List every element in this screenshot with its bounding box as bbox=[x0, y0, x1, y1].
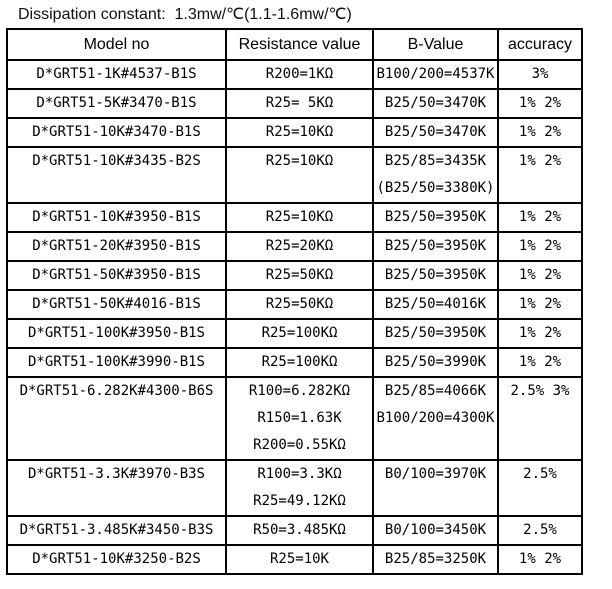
accuracy-cell-line: 1% 2% bbox=[518, 551, 562, 567]
b-value-cell bbox=[373, 261, 498, 290]
page bbox=[0, 4, 612, 589]
model-cell bbox=[7, 460, 226, 516]
b-value-cell-line: B25/50=3950K bbox=[384, 238, 487, 254]
resistance-cell-line: R25=50KΩ bbox=[265, 296, 334, 312]
model-cell bbox=[7, 516, 226, 545]
model-cell-line: D*GRT51-5K#3470-B1S bbox=[36, 95, 197, 111]
b-value-cell-line: B100/200=4300K bbox=[376, 410, 495, 426]
b-value-cell bbox=[373, 203, 498, 232]
model-cell-line: D*GRT51-100K#3990-B1S bbox=[27, 354, 205, 370]
accuracy-cell bbox=[498, 232, 582, 261]
table-row bbox=[7, 261, 582, 290]
resistance-cell-line: R25=10K bbox=[269, 551, 329, 567]
table-row bbox=[7, 232, 582, 261]
accuracy-cell-line: 2.5% bbox=[523, 466, 557, 482]
accuracy-cell-line: 3% bbox=[531, 66, 549, 82]
b-value-cell bbox=[373, 545, 498, 574]
resistance-cell-line: R100=3.3KΩ bbox=[257, 466, 342, 482]
resistance-cell bbox=[226, 118, 373, 147]
resistance-cell-line: R25=49.12KΩ bbox=[253, 493, 346, 509]
resistance-cell bbox=[226, 516, 373, 545]
resistance-cell-line: R25=50KΩ bbox=[265, 267, 334, 283]
accuracy-cell-line: 1% 2% bbox=[518, 95, 562, 111]
resistance-cell-line: R25=10KΩ bbox=[265, 124, 334, 140]
resistance-cell-line: R25=100KΩ bbox=[261, 354, 338, 370]
table-row bbox=[7, 60, 582, 89]
model-cell bbox=[7, 319, 226, 348]
accuracy-cell bbox=[498, 89, 582, 118]
b-value-cell-line: B25/85=3435K bbox=[384, 153, 487, 169]
model-cell bbox=[7, 147, 226, 203]
b-value-cell bbox=[373, 60, 498, 89]
model-cell-line: D*GRT51-50K#4016-B1S bbox=[32, 296, 201, 312]
table-row bbox=[7, 203, 582, 232]
accuracy-cell-line: 1% 2% bbox=[518, 296, 562, 312]
model-cell-line: D*GRT51-50K#3950-B1S bbox=[32, 267, 201, 283]
resistance-cell bbox=[226, 290, 373, 319]
resistance-cell bbox=[226, 147, 373, 203]
resistance-cell-line: R25=10KΩ bbox=[265, 153, 334, 169]
accuracy-cell bbox=[498, 460, 582, 516]
accuracy-cell-line: 1% 2% bbox=[518, 238, 562, 254]
b-value-cell-line: B25/50=3950K bbox=[384, 325, 487, 341]
b-value-cell bbox=[373, 348, 498, 377]
resistance-cell-line: R25=20KΩ bbox=[265, 238, 334, 254]
table-row bbox=[7, 319, 582, 348]
model-cell bbox=[7, 232, 226, 261]
thermistor-spec-table bbox=[6, 28, 583, 575]
model-cell-line: D*GRT51-20K#3950-B1S bbox=[32, 238, 201, 254]
accuracy-cell-line: 1% 2% bbox=[518, 325, 562, 341]
b-value-cell bbox=[373, 319, 498, 348]
resistance-cell bbox=[226, 377, 373, 460]
b-value-cell bbox=[373, 147, 498, 203]
b-value-cell-line: B25/85=4066K bbox=[384, 383, 487, 399]
accuracy-cell bbox=[498, 290, 582, 319]
accuracy-cell-line: 2.5% bbox=[523, 522, 557, 538]
accuracy-cell-line: 1% 2% bbox=[518, 124, 562, 140]
b-value-cell-line: B100/200=4537K bbox=[376, 66, 495, 82]
model-cell-line: D*GRT51-10K#3435-B2S bbox=[32, 153, 201, 169]
table-row bbox=[7, 516, 582, 545]
b-value-cell bbox=[373, 516, 498, 545]
b-value-cell-line: B25/85=3250K bbox=[384, 551, 487, 567]
resistance-cell-line: R50=3.485KΩ bbox=[253, 522, 346, 538]
b-value-cell-line: B25/50=4016K bbox=[384, 296, 487, 312]
b-value-cell bbox=[373, 460, 498, 516]
model-cell bbox=[7, 348, 226, 377]
resistance-cell bbox=[226, 460, 373, 516]
table-row bbox=[7, 147, 582, 203]
model-cell bbox=[7, 118, 226, 147]
accuracy-cell-line: 1% 2% bbox=[518, 354, 562, 370]
model-cell bbox=[7, 261, 226, 290]
b-value-cell-line: B0/100=3970K bbox=[384, 466, 487, 482]
resistance-cell bbox=[226, 89, 373, 118]
b-value-cell-line: (B25/50=3380K) bbox=[376, 180, 495, 196]
model-cell bbox=[7, 377, 226, 460]
table-row bbox=[7, 89, 582, 118]
table-body bbox=[7, 60, 582, 574]
accuracy-cell bbox=[498, 348, 582, 377]
model-cell-line: D*GRT51-3.485K#3450-B3S bbox=[19, 522, 214, 538]
resistance-cell bbox=[226, 545, 373, 574]
accuracy-cell-line: 1% 2% bbox=[518, 209, 562, 225]
model-cell bbox=[7, 290, 226, 319]
b-value-cell bbox=[373, 290, 498, 319]
accuracy-cell bbox=[498, 261, 582, 290]
model-cell-line: D*GRT51-10K#3250-B2S bbox=[32, 551, 201, 567]
b-value-cell-line: B25/50=3950K bbox=[384, 267, 487, 283]
b-value-cell bbox=[373, 89, 498, 118]
accuracy-cell bbox=[498, 203, 582, 232]
model-cell-line: D*GRT51-100K#3950-B1S bbox=[27, 325, 205, 341]
resistance-cell bbox=[226, 261, 373, 290]
column-header-resistance-value: Resistance value bbox=[226, 29, 373, 60]
accuracy-cell bbox=[498, 319, 582, 348]
resistance-cell-line: R200=1KΩ bbox=[265, 66, 334, 82]
resistance-cell-line: R100=6.282KΩ bbox=[248, 383, 351, 399]
accuracy-cell bbox=[498, 60, 582, 89]
table-row bbox=[7, 118, 582, 147]
resistance-cell-line: R200=0.55KΩ bbox=[253, 437, 346, 453]
accuracy-cell bbox=[498, 118, 582, 147]
accuracy-cell bbox=[498, 516, 582, 545]
resistance-cell-line: R150=1.63K bbox=[257, 410, 342, 426]
b-value-cell-line: B25/50=3950K bbox=[384, 209, 487, 225]
table-row bbox=[7, 545, 582, 574]
model-cell-line: D*GRT51-10K#3950-B1S bbox=[32, 209, 201, 225]
table-row bbox=[7, 290, 582, 319]
b-value-cell bbox=[373, 118, 498, 147]
header-row bbox=[7, 29, 582, 60]
resistance-cell-line: R25= 5KΩ bbox=[265, 95, 334, 111]
model-cell bbox=[7, 203, 226, 232]
dissipation-constant-title: Dissipation constant: 1.3mw/℃(1.1-1.6mw/℃) bbox=[18, 6, 352, 23]
b-value-cell-line: B25/50=3470K bbox=[384, 95, 487, 111]
table-row bbox=[7, 348, 582, 377]
resistance-cell-line: R25=100KΩ bbox=[261, 325, 338, 341]
resistance-cell bbox=[226, 203, 373, 232]
column-header-b-value: B-Value bbox=[373, 29, 498, 60]
b-value-cell-line: B25/50=3470K bbox=[384, 124, 487, 140]
accuracy-cell bbox=[498, 545, 582, 574]
accuracy-cell-line: 2.5% 3% bbox=[510, 383, 570, 399]
model-cell bbox=[7, 89, 226, 118]
column-header-accuracy: accuracy bbox=[498, 29, 582, 60]
b-value-cell bbox=[373, 377, 498, 460]
accuracy-cell bbox=[498, 377, 582, 460]
model-cell-line: D*GRT51-3.3K#3970-B3S bbox=[27, 466, 205, 482]
accuracy-cell bbox=[498, 147, 582, 203]
model-cell-line: D*GRT51-6.282K#4300-B6S bbox=[19, 383, 214, 399]
accuracy-cell-line: 1% 2% bbox=[518, 153, 562, 169]
model-cell-line: D*GRT51-1K#4537-B1S bbox=[36, 66, 197, 82]
model-cell bbox=[7, 60, 226, 89]
table-row bbox=[7, 460, 582, 516]
b-value-cell-line: B25/50=3990K bbox=[384, 354, 487, 370]
model-cell-line: D*GRT51-10K#3470-B1S bbox=[32, 124, 201, 140]
resistance-cell bbox=[226, 348, 373, 377]
resistance-cell-line: R25=10KΩ bbox=[265, 209, 334, 225]
b-value-cell-line: B0/100=3450K bbox=[384, 522, 487, 538]
table-row bbox=[7, 377, 582, 460]
table-header bbox=[7, 29, 582, 60]
resistance-cell bbox=[226, 232, 373, 261]
column-header-model-no: Model no bbox=[7, 29, 226, 60]
resistance-cell bbox=[226, 319, 373, 348]
b-value-cell bbox=[373, 232, 498, 261]
model-cell bbox=[7, 545, 226, 574]
resistance-cell bbox=[226, 60, 373, 89]
accuracy-cell-line: 1% 2% bbox=[518, 267, 562, 283]
